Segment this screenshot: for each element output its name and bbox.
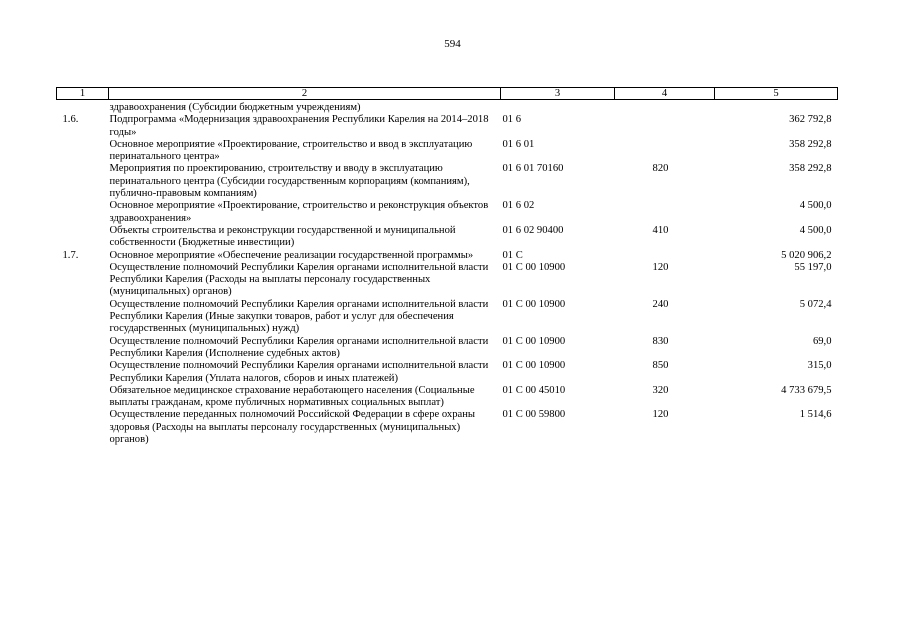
row-code: 01 6	[502, 114, 522, 126]
row-code: 01 6 02 90400	[502, 224, 564, 236]
row-number	[57, 299, 109, 336]
row-number	[57, 225, 109, 250]
row-amount: 315,0	[807, 360, 832, 372]
row-amount: 4 733 679,5	[781, 384, 832, 396]
row-expense-type	[615, 250, 715, 262]
table-header	[57, 88, 838, 100]
row-number: 1.6.	[62, 114, 79, 126]
row-amount: 55 197,0	[794, 261, 832, 273]
row-expense-type: 320	[652, 384, 669, 396]
table-row	[57, 163, 838, 200]
row-name: Объекты строительства и реконструкции государственной и муниципальной собственности (Бюджетные инвестиции)	[109, 224, 456, 249]
row-code: 01 С 00 10900	[502, 261, 566, 273]
table-row	[57, 250, 838, 262]
row-number	[57, 360, 109, 385]
row-number	[57, 200, 109, 225]
row-name: Осуществление переданных полномочий Российской Федерации в сфере охраны здоровья (Расходы на выплаты персоналу государственных (муниципальных) органов)	[109, 409, 475, 446]
row-number	[57, 409, 109, 446]
row-amount: 5 020 906,2	[781, 249, 832, 261]
row-code: 01 6 01 70160	[502, 163, 564, 175]
table-row	[57, 262, 838, 299]
row-code: 01 С 00 10900	[502, 360, 566, 372]
column-header: 1	[57, 88, 109, 100]
row-expense-type: 120	[652, 261, 669, 273]
row-name: Мероприятия по проектированию, строительству и вводу в эксплуатацию перинатального центра (Субсидии государственным корпорациям (компаниям), публично-правовым компаниям)	[109, 163, 470, 200]
row-number	[57, 163, 109, 200]
row-name: Подпрограмма «Модернизация здравоохранения Республики Карелия на 2014–2018 годы»	[109, 114, 489, 138]
row-expense-type: 850	[652, 360, 669, 372]
row-name: Основное мероприятие «Проектирование, строительство и ввод в эксплуатацию перинатального центра»	[109, 138, 473, 163]
row-number	[57, 139, 109, 164]
row-code	[501, 100, 615, 115]
row-expense-type: 240	[652, 298, 669, 310]
row-amount: 362 792,8	[789, 114, 832, 126]
budget-table	[56, 87, 838, 446]
row-amount: 4 500,0	[799, 200, 832, 212]
page-number: 594	[444, 38, 461, 50]
row-name: Осуществление полномочий Республики Карелия органами исполнительной власти Республики Карелия (Иные закупки товаров, работ и услуг для обеспечения государственных (муниципальных) нужд)	[109, 298, 489, 335]
row-amount: 69,0	[812, 335, 832, 347]
table-row	[57, 200, 838, 225]
table-body	[57, 100, 838, 447]
row-expense-type	[615, 200, 715, 225]
row-code: 01 С 00 45010	[502, 384, 566, 396]
row-code: 01 С 00 10900	[502, 298, 566, 310]
row-expense-type: 830	[652, 335, 669, 347]
row-code: 01 6 02	[502, 200, 535, 212]
table-row	[57, 336, 838, 361]
column-header: 3	[501, 88, 615, 100]
column-header: 2	[109, 88, 501, 100]
table-row	[57, 360, 838, 385]
row-amount: 1 514,6	[799, 409, 832, 421]
table-row	[57, 409, 838, 446]
row-number: 1.7.	[62, 249, 79, 261]
row-number	[57, 336, 109, 361]
row-name: Осуществление полномочий Республики Карелия органами исполнительной власти Республики Карелия (Уплата налогов, сборов и иных платежей)	[109, 360, 489, 384]
row-name: Осуществление полномочий Республики Карелия органами исполнительной власти Республики Карелия (Расходы на выплаты персоналу государственных (муниципальных) органов)	[109, 261, 489, 298]
column-header: 5	[715, 88, 838, 100]
row-number	[57, 100, 109, 115]
row-number	[57, 262, 109, 299]
row-name: Основное мероприятие «Обеспечение реализации государственной программы»	[109, 249, 474, 261]
row-name: Обязательное медицинское страхование неработающего населения (Социальные выплаты гражданам, кроме публичных нормативных социальных выплат)	[109, 384, 475, 409]
row-code: 01 С 00 10900	[502, 335, 566, 347]
row-expense-type: 820	[652, 163, 669, 175]
row-amount	[715, 100, 838, 115]
row-name: здравоохранения (Субсидии бюджетным учреждениям)	[109, 102, 361, 113]
row-expense-type: 410	[652, 224, 669, 236]
row-code: 01 С 00 59800	[502, 409, 566, 421]
row-name: Осуществление полномочий Республики Карелия органами исполнительной власти Республики Карелия (Исполнение судебных актов)	[109, 335, 489, 359]
table-row	[57, 225, 838, 250]
table-row	[57, 139, 838, 164]
table-row	[57, 100, 838, 115]
row-amount: 358 292,8	[789, 138, 832, 150]
row-expense-type	[615, 114, 715, 139]
row-code: 01 6 01	[502, 138, 535, 150]
table-row	[57, 385, 838, 410]
row-expense-type	[615, 139, 715, 164]
table-row	[57, 299, 838, 336]
row-name: Основное мероприятие «Проектирование, строительство и реконструкция объектов здравоохранения»	[109, 200, 489, 224]
row-amount: 4 500,0	[799, 224, 832, 236]
row-amount: 358 292,8	[789, 163, 832, 175]
row-amount: 5 072,4	[799, 298, 832, 310]
row-code: 01 С	[502, 249, 523, 261]
table-row	[57, 114, 838, 139]
column-header: 4	[615, 88, 715, 100]
row-number	[57, 385, 109, 410]
row-expense-type	[615, 100, 715, 115]
row-expense-type: 120	[652, 409, 669, 421]
